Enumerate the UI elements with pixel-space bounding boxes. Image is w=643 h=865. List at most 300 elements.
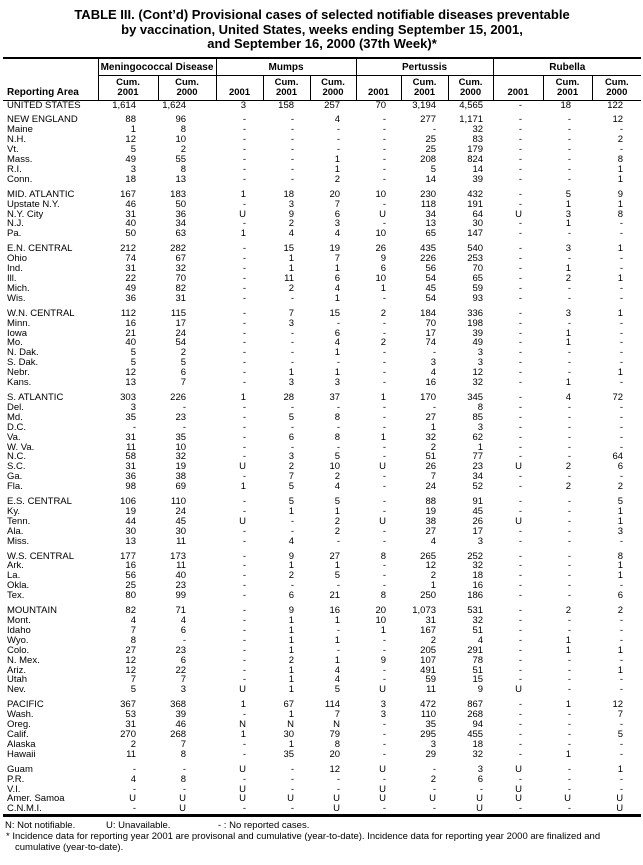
value-cell: -	[619, 317, 624, 329]
value-cell: 1,073	[412, 605, 437, 617]
value-cell: N	[287, 719, 295, 731]
value-cell: 85	[472, 411, 484, 423]
value-cell: 11	[176, 535, 187, 547]
reporting-area-cell: Mich.	[7, 282, 30, 294]
value-cell: -	[518, 590, 523, 602]
value-cell: -	[619, 347, 624, 359]
value-cell: 56	[125, 570, 136, 582]
column-group-header: Mumps	[216, 58, 356, 76]
value-cell: -	[242, 163, 247, 175]
value-cell: 186	[467, 590, 484, 602]
value-cell: 277	[420, 114, 437, 126]
value-cell: -	[567, 560, 572, 572]
value-cell: 70	[375, 99, 387, 111]
value-cell: -	[382, 327, 387, 339]
reporting-area-cell: N.J.	[7, 218, 24, 230]
value-cell: 8	[180, 163, 187, 175]
value-cell: -	[567, 347, 572, 359]
value-cell: -	[619, 411, 624, 423]
value-cell: 51	[472, 664, 484, 676]
value-cell: -	[290, 327, 295, 339]
value-cell: 27	[329, 550, 341, 562]
value-cell: -	[242, 525, 247, 537]
table-row	[3, 765, 641, 775]
value-cell: 98	[125, 481, 136, 493]
value-cell: -	[518, 253, 523, 265]
value-cell: -	[619, 124, 624, 136]
value-cell: -	[382, 580, 387, 592]
value-cell: 82	[175, 282, 187, 294]
value-cell: 179	[467, 144, 484, 156]
value-cell: 10	[175, 441, 187, 453]
table-row	[3, 329, 641, 339]
table-row	[3, 145, 641, 155]
value-cell: -	[336, 357, 341, 369]
value-cell: -	[518, 728, 523, 740]
value-cell: 1	[334, 634, 341, 646]
value-cell: -	[567, 471, 572, 483]
value-cell: 1	[565, 634, 572, 646]
value-cell: 26	[375, 243, 387, 255]
value-cell: -	[242, 154, 247, 166]
value-cell: 1	[240, 228, 247, 240]
value-cell: 10	[375, 615, 387, 626]
value-cell: 7	[334, 253, 341, 265]
reporting-area-cell: N.C.	[7, 451, 26, 463]
value-cell: 1	[288, 505, 295, 517]
value-cell: U	[179, 803, 187, 815]
value-cell: -	[567, 535, 572, 547]
value-cell: 230	[420, 188, 437, 200]
value-cell: 31	[125, 461, 136, 473]
value-cell: U	[239, 515, 247, 527]
value-cell: 3	[288, 198, 295, 210]
value-cell: 336	[467, 307, 484, 319]
value-cell: -	[518, 605, 523, 617]
value-cell: -	[290, 134, 295, 146]
value-cell: -	[382, 748, 387, 760]
reporting-area-cell: MOUNTAIN	[7, 605, 57, 617]
value-cell: 4	[334, 228, 341, 240]
value-cell: 13	[425, 218, 437, 230]
value-cell: -	[619, 674, 624, 686]
table-row	[3, 462, 641, 472]
value-cell: -	[382, 317, 387, 329]
value-cell: U	[616, 803, 624, 815]
reporting-area-cell: MID. ATLANTIC	[7, 188, 75, 200]
value-cell: -	[518, 347, 523, 359]
reporting-area-cell: W.S. CENTRAL	[7, 550, 75, 562]
value-cell: -	[290, 401, 295, 413]
value-cell: 4	[334, 481, 341, 493]
value-cell: -	[567, 144, 572, 156]
value-cell: -	[518, 496, 523, 508]
table-row	[3, 125, 641, 135]
table-row	[3, 210, 641, 220]
value-cell: -	[619, 431, 624, 443]
value-cell: -	[382, 144, 387, 156]
value-cell: -	[619, 327, 624, 339]
value-cell: 12	[329, 763, 341, 775]
value-cell: 59	[472, 282, 484, 294]
table-row	[3, 552, 641, 562]
reporting-area-cell: Md.	[7, 411, 23, 423]
value-cell: 1	[288, 263, 295, 275]
value-cell: -	[518, 367, 523, 379]
value-cell: -	[336, 441, 341, 453]
value-cell: 18	[560, 99, 572, 111]
reporting-area-cell: Oreg.	[7, 719, 31, 731]
value-cell: 50	[175, 198, 187, 210]
value-cell: 49	[472, 337, 484, 349]
value-cell: -	[518, 505, 523, 517]
value-cell: 367	[120, 699, 136, 711]
value-cell: -	[567, 421, 572, 433]
value-cell: 5	[288, 496, 295, 508]
value-cell: 12	[125, 654, 136, 666]
value-cell: -	[336, 783, 341, 795]
value-cell: -	[567, 684, 572, 696]
column-sub-header: Cum. 2000	[592, 75, 641, 100]
value-cell: 4,565	[459, 99, 484, 111]
table-row	[3, 581, 641, 591]
value-cell: -	[619, 580, 624, 592]
value-cell: 7	[130, 624, 136, 636]
value-cell: -	[382, 525, 387, 537]
table-row	[3, 472, 641, 482]
value-cell: 3	[130, 163, 136, 175]
value-cell: -	[567, 282, 572, 294]
value-cell: 3,194	[412, 99, 437, 111]
value-cell: 8	[477, 401, 484, 413]
value-cell: -	[242, 292, 247, 304]
value-cell: 32	[472, 124, 484, 136]
reporting-area-cell: S. ATLANTIC	[7, 391, 64, 403]
value-cell: 4	[130, 615, 136, 626]
value-cell: 115	[170, 307, 187, 319]
value-cell: 114	[324, 699, 341, 711]
value-cell: 3	[617, 525, 624, 537]
reporting-area-cell: Ala.	[7, 525, 24, 537]
table-row	[3, 348, 641, 358]
value-cell: -	[382, 560, 387, 572]
value-cell: U	[515, 684, 523, 696]
value-cell: 32	[425, 431, 437, 443]
value-cell: -	[518, 198, 523, 210]
value-cell: 15	[472, 674, 484, 686]
value-cell: 12	[425, 560, 437, 572]
value-cell: 2	[430, 773, 437, 785]
value-cell: -	[567, 525, 572, 537]
table-row	[3, 244, 641, 254]
reporting-area-cell: Maine	[7, 124, 33, 136]
value-cell: -	[619, 292, 624, 304]
column-group-header: Rubella	[493, 58, 641, 76]
value-cell: 5	[130, 357, 136, 369]
value-cell: 26	[425, 461, 437, 473]
value-cell: U	[239, 763, 247, 775]
reporting-area-cell: P.R.	[7, 773, 25, 785]
table-row	[3, 740, 641, 750]
reporting-area-cell: Ariz.	[7, 664, 26, 676]
value-cell: 226	[420, 253, 437, 265]
value-cell: -	[382, 451, 387, 463]
value-cell: 11	[126, 441, 136, 453]
value-cell: 1	[617, 273, 624, 284]
value-cell: -	[567, 451, 572, 463]
value-cell: -	[567, 411, 572, 423]
reporting-area-cell: Iowa	[7, 327, 28, 339]
value-cell: -	[619, 282, 624, 294]
value-cell: 13	[175, 173, 187, 185]
value-cell: 208	[420, 154, 437, 166]
value-cell: 12	[612, 699, 624, 711]
value-cell: 3	[180, 684, 187, 696]
value-cell: -	[382, 421, 387, 433]
value-cell: -	[242, 505, 247, 517]
value-cell: 205	[420, 644, 437, 656]
value-cell: -	[242, 803, 247, 815]
value-cell: -	[290, 154, 295, 166]
value-cell: 3	[477, 347, 484, 359]
value-cell: 122	[607, 99, 624, 111]
value-cell: -	[619, 684, 624, 696]
value-cell: -	[242, 580, 247, 592]
table-row	[3, 730, 641, 740]
value-cell: 5	[565, 188, 572, 200]
value-cell: 22	[175, 664, 187, 676]
value-cell: -	[518, 615, 523, 626]
value-cell: -	[242, 674, 247, 686]
value-cell: -	[336, 773, 341, 785]
column-sub-header: Cum. 2000	[158, 75, 216, 100]
value-cell: -	[567, 773, 572, 785]
table-row	[3, 393, 641, 403]
value-cell: -	[132, 783, 136, 795]
value-cell: 64	[472, 208, 484, 220]
value-cell: 5	[288, 411, 295, 423]
table-row	[3, 229, 641, 239]
value-cell: -	[567, 292, 572, 304]
value-cell: 2	[565, 461, 572, 473]
value-cell: 1	[240, 728, 247, 740]
table-row	[3, 378, 641, 388]
value-cell: -	[382, 367, 387, 379]
value-cell: 4	[288, 228, 295, 240]
reporting-area-cell: W.N. CENTRAL	[7, 307, 75, 319]
reporting-area-cell: Hawaii	[7, 748, 36, 760]
value-cell: 867	[467, 699, 484, 711]
value-cell: 20	[329, 188, 341, 200]
value-cell: -	[382, 471, 387, 483]
table-row	[3, 646, 641, 656]
value-cell: -	[382, 114, 387, 126]
value-cell: 4	[334, 337, 341, 349]
table-row	[3, 294, 641, 304]
value-cell: -	[518, 803, 523, 815]
table-row	[3, 115, 641, 125]
value-cell: -	[382, 773, 387, 785]
value-cell: 7	[180, 738, 187, 750]
value-cell: -	[567, 515, 572, 527]
value-cell: -	[336, 317, 341, 329]
value-cell: 167	[420, 624, 437, 636]
value-cell: 56	[425, 263, 437, 275]
value-cell: -	[242, 644, 247, 656]
column-sub-header: Cum. 2001	[543, 75, 592, 100]
value-cell: 531	[467, 605, 484, 617]
table-row	[3, 700, 641, 710]
value-cell: -	[290, 114, 295, 126]
value-cell: 3	[430, 738, 437, 750]
value-cell: 55	[175, 154, 187, 166]
value-cell: 4	[180, 615, 187, 626]
value-cell: -	[518, 421, 523, 433]
value-cell: 250	[420, 590, 437, 602]
value-cell: 2	[288, 570, 295, 582]
value-cell: -	[567, 664, 572, 676]
value-cell: 491	[420, 664, 437, 676]
value-cell: 2	[617, 134, 624, 146]
value-cell: U	[239, 793, 247, 805]
column-sub-header: Cum. 2000	[448, 75, 493, 100]
value-cell: 31	[175, 292, 187, 304]
value-cell: 21	[125, 327, 136, 339]
value-cell: 71	[175, 605, 187, 617]
value-cell: -	[518, 664, 523, 676]
value-cell: -	[567, 783, 572, 795]
value-cell: 32	[472, 615, 484, 626]
table-row	[3, 165, 641, 175]
reporting-area-cell: Amer. Samoa	[7, 793, 65, 805]
value-cell: -	[290, 773, 295, 785]
value-cell: -	[567, 357, 572, 369]
value-cell: -	[242, 144, 247, 156]
value-cell: -	[518, 173, 523, 185]
value-cell: -	[619, 471, 624, 483]
value-cell: 23	[175, 411, 187, 423]
value-cell: -	[518, 263, 523, 275]
value-cell: 1,624	[162, 99, 187, 111]
table-row	[3, 135, 641, 145]
value-cell: 1	[288, 674, 295, 686]
value-cell: 5	[617, 728, 624, 740]
table-row	[3, 368, 641, 378]
value-cell: 27	[425, 525, 437, 537]
value-cell: -	[336, 535, 341, 547]
value-cell: 3	[565, 307, 572, 319]
value-cell: -	[382, 634, 387, 646]
value-cell: 4	[565, 391, 572, 403]
value-cell: -	[567, 173, 572, 185]
reporting-area-cell: S. Dak.	[7, 357, 39, 369]
value-cell: -	[432, 803, 437, 815]
value-cell: 5	[430, 163, 437, 175]
table-row	[3, 264, 641, 274]
value-cell: 70	[472, 263, 484, 275]
value-cell: 1	[617, 570, 624, 582]
value-cell: -	[567, 674, 572, 686]
value-cell: 39	[472, 327, 484, 339]
value-cell: 69	[175, 481, 187, 493]
value-cell: 2	[334, 515, 341, 527]
value-cell: 22	[125, 273, 136, 284]
value-cell: 19	[125, 505, 136, 517]
reporting-area-cell: Ill.	[7, 273, 17, 284]
value-cell: 18	[283, 188, 295, 200]
value-cell: -	[382, 134, 387, 146]
value-cell: -	[518, 634, 523, 646]
value-cell: -	[382, 154, 387, 166]
value-cell: 6	[380, 263, 387, 275]
value-cell: -	[382, 347, 387, 359]
value-cell: -	[518, 218, 523, 230]
value-cell: 5	[130, 144, 136, 156]
value-cell: 27	[125, 644, 136, 656]
value-cell: 67	[283, 699, 295, 711]
value-cell: 6	[180, 654, 187, 666]
value-cell: 198	[467, 317, 484, 329]
value-cell: 74	[125, 253, 136, 265]
value-cell: 1	[617, 763, 624, 775]
value-cell: -	[242, 282, 247, 294]
value-cell: -	[567, 550, 572, 562]
value-cell: 3	[477, 763, 484, 775]
value-cell: 70	[425, 317, 437, 329]
value-cell: 4	[430, 535, 437, 547]
value-cell: 1	[288, 367, 295, 379]
value-cell: 1	[617, 505, 624, 517]
value-cell: 3	[240, 99, 247, 111]
value-cell: 59	[425, 674, 437, 686]
value-cell: 1	[430, 421, 437, 433]
value-cell: 93	[472, 292, 484, 304]
value-cell: -	[432, 347, 437, 359]
value-cell: 6	[288, 431, 295, 443]
value-cell: -	[567, 570, 572, 582]
table-title-line1: TABLE III. (Cont’d) Provisional cases of selected notifiable diseases preventable	[74, 7, 570, 22]
value-cell: 12	[612, 114, 624, 126]
value-cell: -	[518, 699, 523, 711]
table-row	[3, 720, 641, 730]
value-cell: 32	[472, 748, 484, 760]
value-cell: -	[518, 327, 523, 339]
value-cell: 40	[125, 337, 136, 349]
value-cell: -	[479, 783, 484, 795]
value-cell: 32	[472, 377, 484, 389]
value-cell: -	[518, 748, 523, 760]
value-cell: 17	[175, 317, 187, 329]
value-cell: -	[290, 763, 295, 775]
value-cell: -	[290, 421, 295, 433]
value-cell: 8	[617, 154, 624, 166]
value-cell: -	[518, 154, 523, 166]
value-cell: -	[242, 654, 247, 666]
value-cell: 88	[425, 496, 437, 508]
value-cell: 24	[175, 505, 187, 517]
value-cell: -	[518, 357, 523, 369]
value-cell: 25	[425, 144, 437, 156]
value-cell: 303	[120, 391, 136, 403]
value-cell: 6	[334, 273, 341, 284]
value-cell: -	[242, 377, 247, 389]
value-cell: 3	[288, 317, 295, 329]
value-cell: -	[567, 496, 572, 508]
table-row	[3, 358, 641, 368]
value-cell: -	[518, 550, 523, 562]
table-row	[3, 200, 641, 210]
value-cell: -	[432, 763, 437, 775]
